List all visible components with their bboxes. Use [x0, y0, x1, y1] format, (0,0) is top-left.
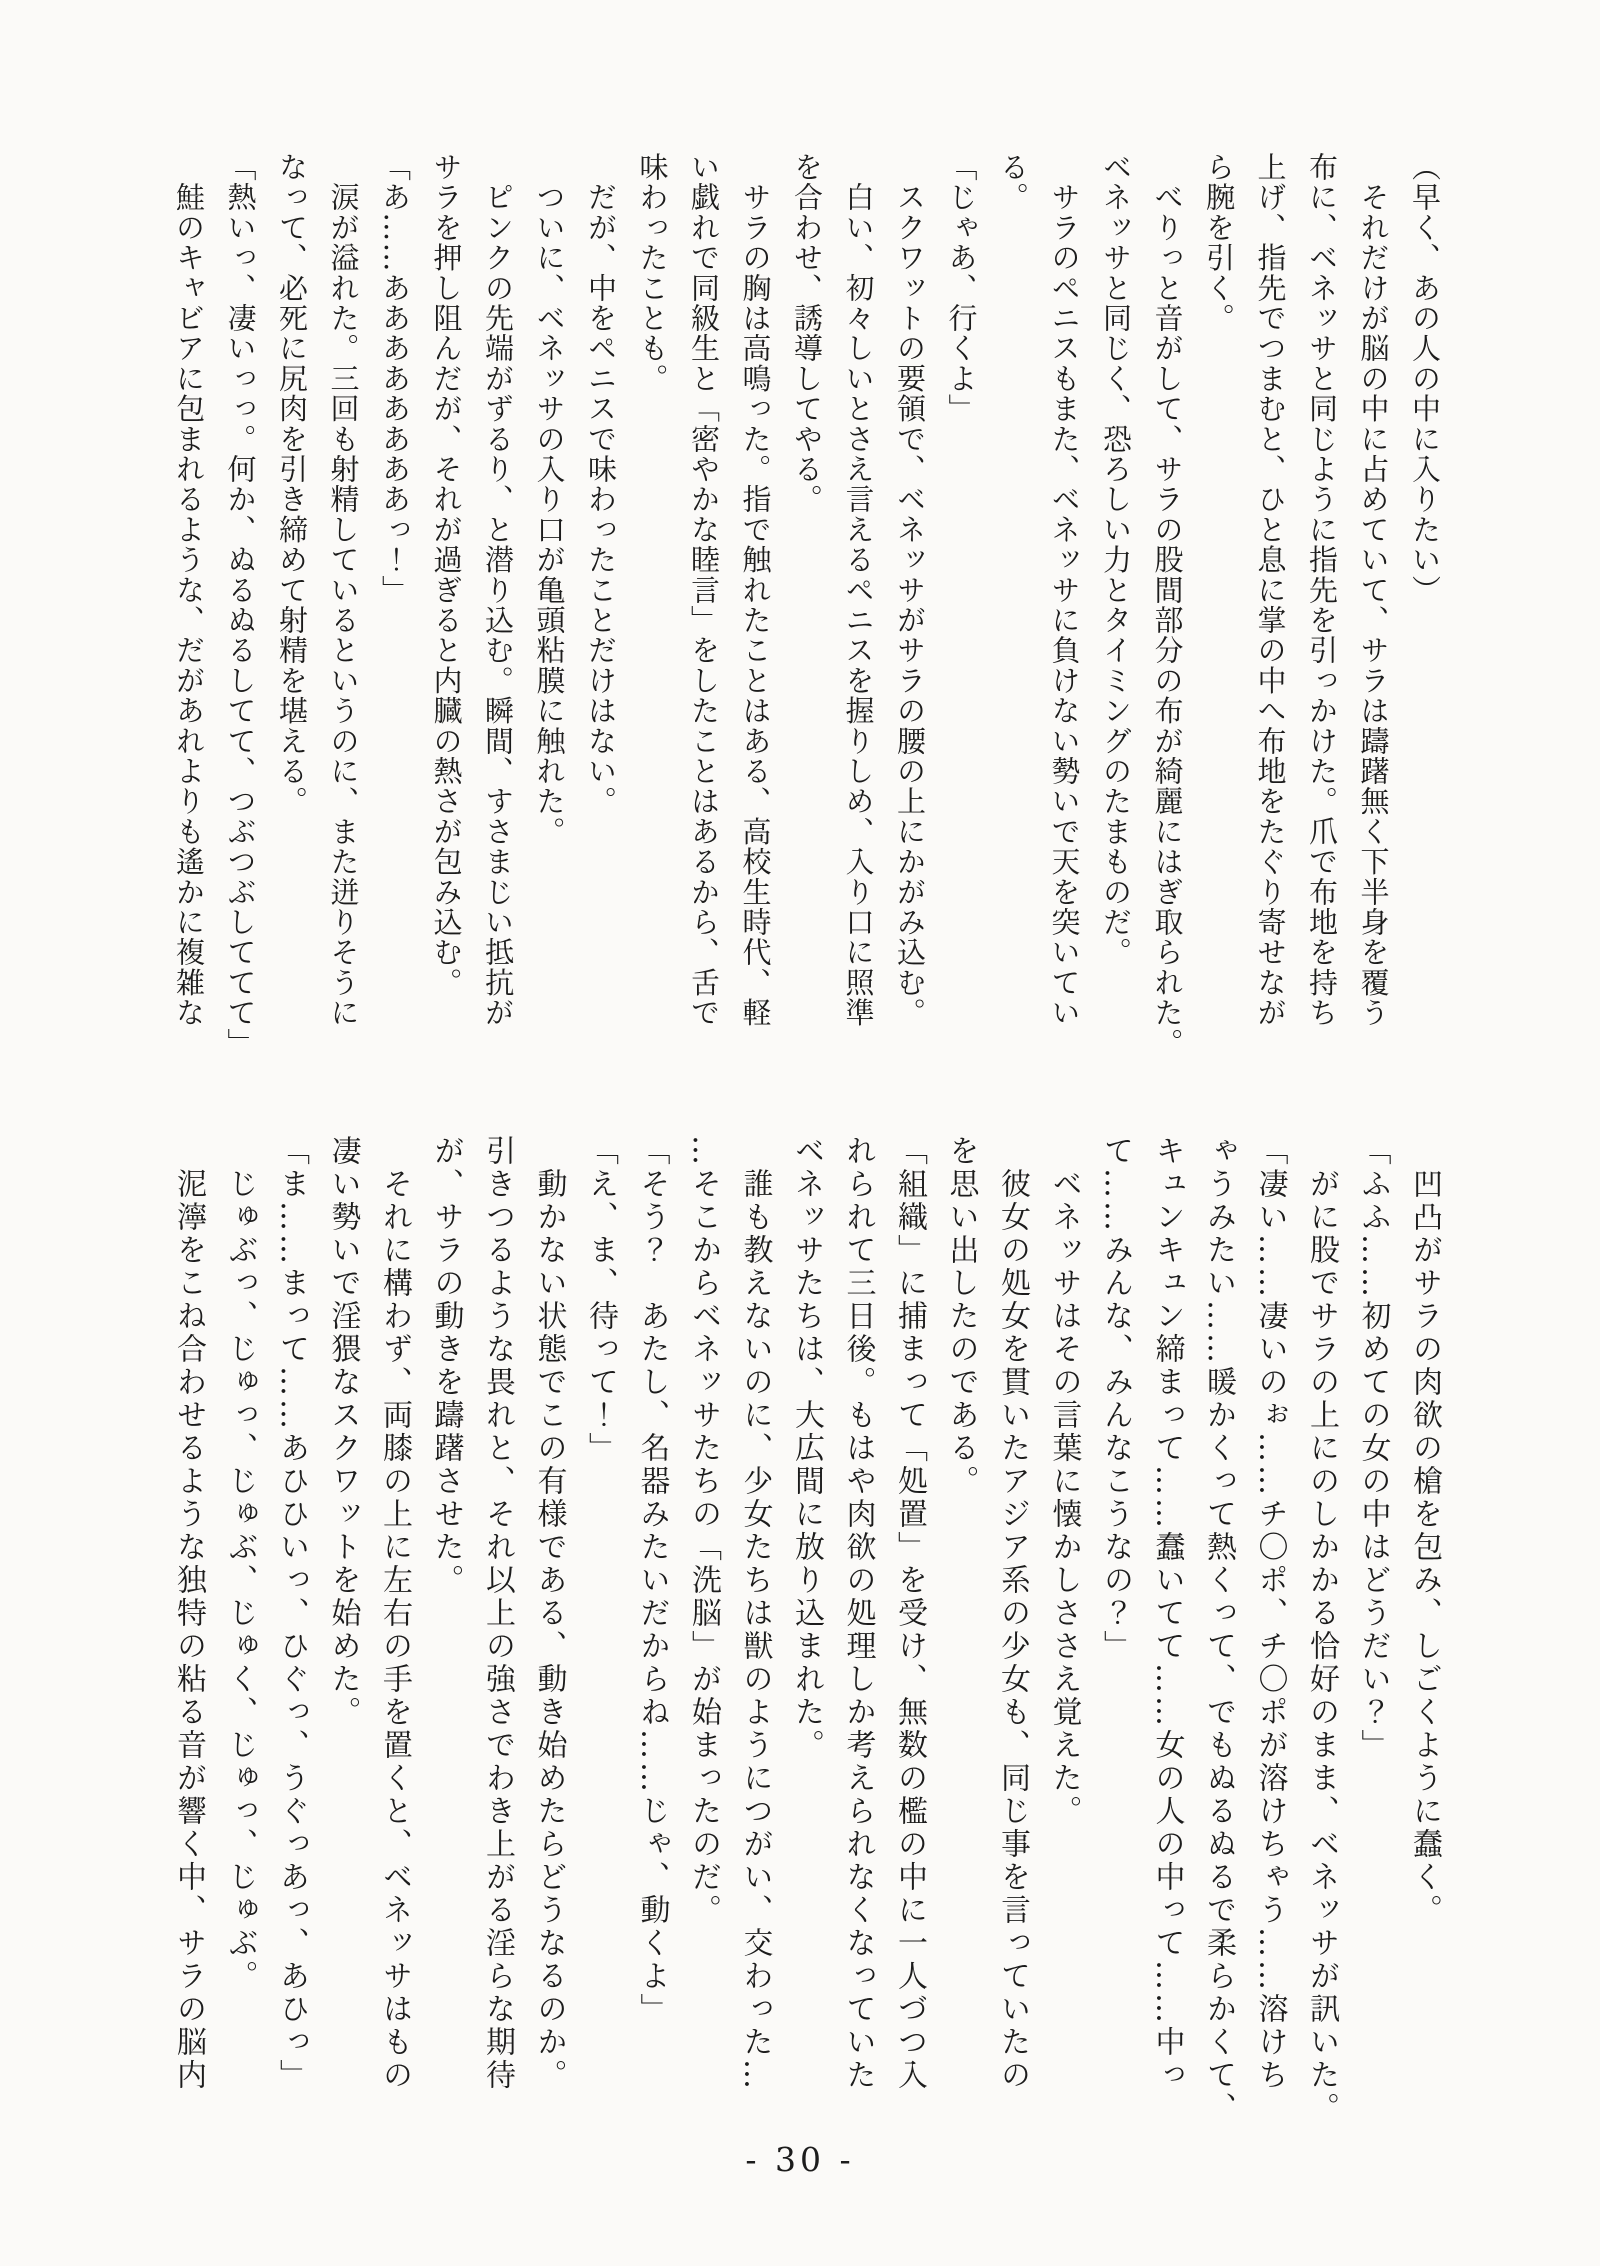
text-column: サラを押し阻んだが、それが過ぎると内臓の熱さが包み込む。 [429, 152, 464, 998]
text-column: が、サラの動きを躊躇させた。 [428, 1135, 464, 1597]
text-column: 「組織」に捕まって「処置」を受け、無数の檻の中に一人づつ入 [892, 1135, 927, 2092]
text-column: 凹凸がサラの肉欲の槍を包み、しごくように蠢く。 [1407, 1135, 1442, 1927]
text-column: を思い出したのである。 [943, 1135, 979, 1498]
text-column: 上げ、指先でつまむと、ひと息に掌の中へ布地をたぐり寄せなが [1253, 152, 1288, 1028]
text-column: 引きつるような畏れと、それ以上の強さでわき上がる淫らな期待 [480, 1135, 515, 2092]
text-column: 泥濘をこね合わせるような独特の粘る音が響く中、サラの脳内 [171, 1135, 206, 2092]
text-column: べりっと音がして、サラの股間部分の布が綺麗にはぎ取られた。 [1150, 152, 1185, 1058]
text-column: ついに、ベネッサの入り口が亀頭粘膜に触れた。 [532, 152, 567, 847]
text-column: 「あ……ああああああああっ！」 [378, 152, 412, 605]
text-column: サラの胸は高鳴った。指で触れたことはある、高校生時代、軽 [738, 152, 773, 1028]
text-column: なって、必死に尻肉を引き締めて射精を堪える。 [275, 152, 309, 817]
text-column: （早く、あの人の中に入りたい） [1408, 152, 1442, 605]
text-column: ベネッサはその言葉に懐かしささえ覚えた。 [1046, 1135, 1082, 1828]
text-column: がに股でサラの上にのしかかる恰好のまま、ベネッサが訊いた。 [1304, 1135, 1339, 2125]
text-column: ピンクの先端がずるり、と潜り込む。瞬間、すさまじい抵抗が [481, 152, 515, 1028]
text-column: れられて三日後。もはや肉欲の処理しか考えられなくなっていた [840, 1135, 876, 2092]
top-text-block [163, 152, 1451, 1067]
text-column: …そこからベネッサたちの「洗脳」が始まったのだ。 [686, 1135, 721, 1927]
text-column: る。 [996, 152, 1030, 213]
text-column: じゅぶっ、じゅっ、じゅぶ、じゅく、じゅっ、じゅぶ。 [222, 1135, 258, 1993]
text-column: それだけが脳の中に占めていて、サラは躊躇無く下半身を覆う [1356, 152, 1391, 1028]
text-column: 「ふふ……初めての女の中はどうだい？」 [1355, 1135, 1391, 1762]
text-column: 「え、ま、待って！」 [583, 1135, 618, 1465]
text-column: それに構わず、両膝の上に左右の手を置くと、ベネッサはもの [377, 1135, 412, 2092]
text-column: ら腕を引く。 [1202, 152, 1236, 334]
text-column: て……みんな、みんなこうなの？」 [1098, 1135, 1133, 1663]
text-column: 布に、ベネッサと同じように指先を引っかけた。爪で布地を持ち [1305, 152, 1339, 1028]
text-column: 「じゃあ、行くよ」 [944, 152, 979, 424]
text-column: 彼女の処女を貫いたアジア系の少女も、同じ事を言っていたの [995, 1135, 1030, 2092]
text-column: 味わったことも。 [635, 152, 670, 394]
bottom-text-block [163, 1135, 1451, 2135]
text-column: 誰も教えないのに、少女たちは獣のようにつがい、交わった… [737, 1135, 773, 2092]
text-column: 白い、初々しいとさえ言えるペニスを握りしめ、入り口に照準 [841, 152, 876, 1028]
text-column: 凄い勢いで淫猥なスクワットを始めた。 [325, 1135, 361, 1729]
text-column: い戯れで同級生と「密やかな睦言」をしたことはあるから、舌で [687, 152, 721, 1028]
text-column: ゃうみたい……暖かくって熱くって、でもぬるぬるで柔らかくて、 [1201, 1135, 1236, 2125]
text-column: 「そう？ あたし、名器みたいだからね……じゃ、動くよ」 [634, 1135, 670, 2026]
text-column: 鮭のキャビアに包まれるような、だがあれよりも遙かに複雑な [172, 152, 206, 1028]
text-column: ベネッサと同じく、恐ろしい力とタイミングのたまものだ。 [1099, 152, 1133, 968]
text-column: キュンキュン締まって……蠢いてて……女の人の中って……中っ [1149, 1135, 1185, 2092]
text-column: 「ま……まって……あひひいっ、ひぐっ、うぐっあっ、あひっ」 [274, 1135, 309, 2092]
text-column: ベネッサたちは、大広間に放り込まれた。 [789, 1135, 824, 1762]
page-number: - 30 - [745, 2140, 855, 2179]
text-column: サラのペニスもまた、ベネッサに負けない勢いで天を突いてい [1047, 152, 1082, 1028]
text-column: 動かない状態でこの有様である、動き始めたらどうなるのか。 [531, 1135, 567, 2092]
text-column: スクワットの要領で、ベネッサがサラの腰の上にかがみ込む。 [893, 152, 927, 1028]
text-column: だが、中をペニスで味わったことだけはない。 [584, 152, 618, 817]
text-column: を合わせ、誘導してやる。 [790, 152, 824, 515]
text-column: 「熱いっ、凄いっっ。何か、ぬるぬるしてて、つぶつぶしててて」 [223, 152, 258, 1058]
text-column: 涙が溢れた。三回も射精しているというのに、また迸りそうに [326, 152, 361, 1028]
text-column: 「凄い……凄いのぉ……チ〇ポ、チ〇ポが溶けちゃう……溶けち [1252, 1135, 1288, 2092]
